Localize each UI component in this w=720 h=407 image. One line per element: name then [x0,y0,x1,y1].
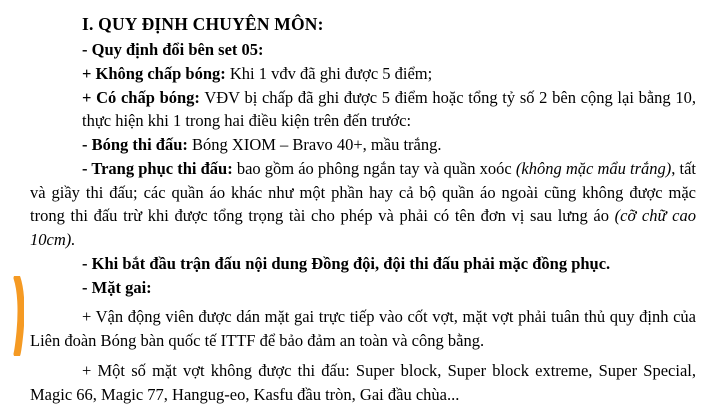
paragraph-banned-rubbers [30,359,696,407]
paragraph-team-uniform [30,252,696,276]
with-handicap-label: + Có chấp bóng: [82,87,200,107]
no-handicap-text: Khi 1 vđv đã ghi được 5 điểm; [225,63,433,83]
uniform-text-1: bao gồm áo phông ngắn tay và quần xoóc [232,158,516,178]
match-ball-label: - Bóng thi đấu: [82,135,188,154]
paragraph-uniform [30,157,696,252]
pimples-label: - Mặt gai: [82,277,152,297]
banned-rubbers-text: + Một số mặt vợt không được thi đấu: Super block, Super block extreme, Super Special, Magic 66, Magic 77, Hangug-eo, Kasfu đầu tròn, Gai đầu chùa... [30,360,696,404]
pimples-rule-text: + Vận động viên được dán mặt gai trực tiếp vào cốt vợt, mặt vợt phải tuân thủ quy định của Liên đoàn Bóng bàn quốc tế ITTF để bảo đảm an toàn và công bằng. [30,307,696,350]
paragraph-no-handicap [30,62,696,86]
page-title: I. QUY ĐỊNH CHUYÊN MÔN: [82,14,324,34]
uniform-text-2: , tất và giầy thi đấu; các quần áo khác như một phần hay cả bộ quần áo ngoài cũng không được mặc trong thi đấu trừ khi được tổng trọng tài cho phép và phải có tên đơn vị sau lưng áo [30,158,696,226]
match-ball-text: Bóng XIOM – Bravo 40+, mầu trắng. [187,135,442,154]
paragraph-pimples [30,276,696,300]
paragraph-rule-set [30,38,696,62]
rule-set-label: - Quy định đổi bên set 05: [82,40,264,59]
paragraph-pimples-rule [30,305,696,353]
uniform-note-1: (không mặc mẩu trắng) [515,158,672,178]
uniform-label: - Trang phục thi đấu: [82,158,233,178]
no-handicap-label: + Không chấp bóng: [82,63,226,83]
orange-bracket-mark-icon [10,276,24,356]
team-uniform-text: - Khi bắt đầu trận đấu nội dung Đồng đội, đội thi đấu phải mặc đồng phục. [82,253,611,273]
paragraph-match-ball [30,133,696,157]
uniform-note-2: (cỡ chữ cao 10cm). [30,206,696,249]
with-handicap-text: VĐV bị chấp đã ghi được 5 điểm hoặc tổng tỷ số 2 bên cộng lại bằng 10, thực hiện khi 1 trong hai điều kiện trên đến trước: [82,87,696,131]
paragraph-with-handicap [30,86,696,134]
